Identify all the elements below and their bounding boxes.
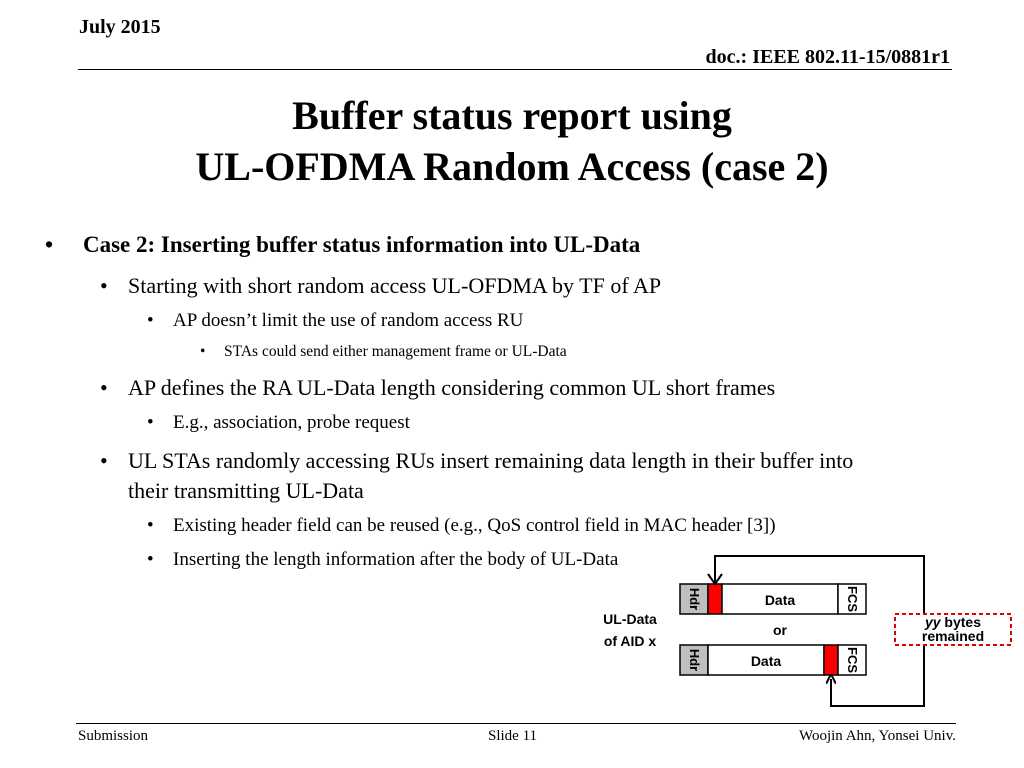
- frame-top: [680, 584, 866, 614]
- slide-number: Slide 11: [488, 728, 538, 744]
- bullet-level1: • Case 2: Inserting buffer status information into UL-Data: [45, 232, 641, 257]
- bullet-text: UL STAs randomly accessing RUs insert remaining data length in their buffer into: [128, 448, 854, 473]
- bullet-level4: • STAs could send either management frame or UL-Data: [200, 343, 567, 360]
- note-italic: yy: [924, 614, 941, 630]
- hdr-field-label: Hdr: [687, 648, 702, 672]
- bullet-text: Starting with short random access UL-OFDMA by TF of AP: [128, 273, 662, 298]
- bullet-level2: • AP defines the RA UL-Data length considering common UL short frames: [100, 375, 776, 400]
- data-field-label: Data: [764, 592, 796, 608]
- footer-left: Submission: [78, 728, 149, 744]
- or-label: or: [773, 622, 787, 638]
- frame-bottom: [680, 645, 866, 675]
- title-line-2: UL-OFDMA Random Access (case 2): [195, 144, 829, 189]
- connector-arrow: [715, 556, 924, 706]
- bullet-text: E.g., association, probe request: [173, 412, 410, 433]
- bullet-level3: • E.g., association, probe request: [147, 412, 410, 433]
- bullet-text: STAs could send either management frame or UL-Data: [224, 343, 567, 360]
- bullet-text: AP defines the RA UL-Data length considering common UL short frames: [128, 375, 776, 400]
- bullet-level3: • AP doesn’t limit the use of random access RU: [147, 310, 524, 331]
- hdr-field-label: Hdr: [687, 587, 702, 611]
- bullet-text: their transmitting UL-Data: [128, 478, 364, 503]
- fcs-field-label: FCS: [845, 647, 860, 673]
- footer-author: Woojin Ahn, Yonsei Univ.: [798, 728, 956, 744]
- bullet-level2: • Starting with short random access UL-OFDMA by TF of AP: [100, 273, 662, 298]
- data-field-label: Data: [750, 653, 782, 669]
- diagram-label-line1: UL-Data: [603, 611, 657, 627]
- note-line2: remained: [921, 628, 985, 644]
- bullet-text: Existing header field can be reused (e.g., QoS control field in MAC header [3]): [173, 515, 776, 536]
- footer-divider: [76, 723, 956, 724]
- fcs-field-label: FCS: [845, 586, 860, 612]
- bullet-text: AP doesn’t limit the use of random access RU: [173, 310, 524, 331]
- bullet-text: Inserting the length information after the body of UL-Data: [173, 549, 619, 570]
- note-rest: bytes: [940, 614, 982, 630]
- document-id: doc.: IEEE 802.11-15/0881r1: [705, 46, 950, 68]
- bullet-level3: • Existing header field can be reused (e.g., QoS control field in MAC header [3]): [147, 515, 776, 536]
- length-info-marker: [708, 584, 722, 614]
- header-date: July 2015: [79, 16, 161, 38]
- title-line-1: Buffer status report using: [292, 93, 732, 138]
- diagram-label-line2: of AID x: [603, 633, 657, 649]
- bullet-level2: • UL STAs randomly accessing RUs insert remaining data length in their buffer into: [100, 448, 854, 473]
- bullet-level3: • Inserting the length information after the body of UL-Data: [147, 549, 619, 570]
- length-info-marker: [824, 645, 838, 675]
- bullet-text: Case 2: Inserting buffer status information into UL-Data: [83, 232, 641, 257]
